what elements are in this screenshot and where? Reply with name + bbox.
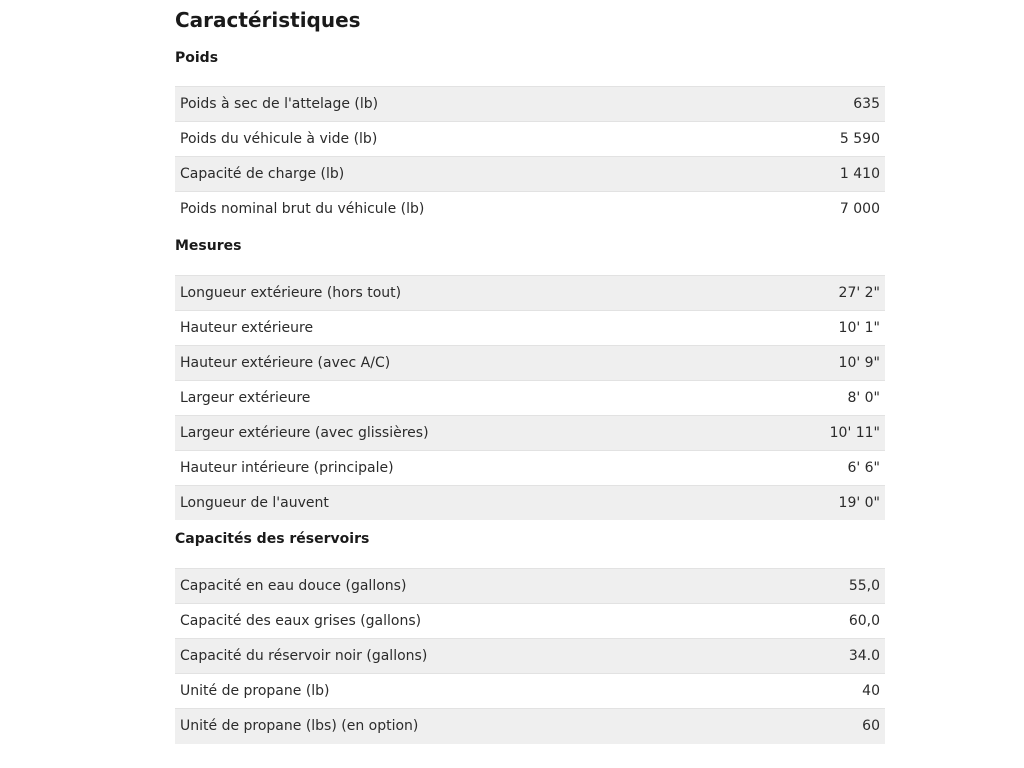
table-row [175,345,885,380]
table-row [175,604,885,639]
row-value: 1 410 [768,157,885,192]
row-value: 55,0 [787,569,885,604]
row-value: 60,0 [787,604,885,639]
row-label: Hauteur intérieure (principale) [175,450,751,485]
table-row [175,709,885,744]
table-row [175,450,885,485]
table-row [175,310,885,345]
row-label: Capacité en eau douce (gallons) [175,569,787,604]
table-reservoirs [175,568,885,744]
table-mesures [175,275,885,521]
row-value: 40 [787,674,885,709]
section-title-reservoirs: Capacités des réservoirs [175,531,370,547]
row-label: Poids nominal brut du véhicule (lb) [175,192,768,227]
row-value: 6' 6" [751,450,885,485]
row-label: Capacité de charge (lb) [175,157,768,192]
row-value: 10' 1" [751,310,885,345]
table-row [175,569,885,604]
specifications-container [175,6,885,744]
table-row [175,122,885,157]
table-row [175,192,885,227]
row-value: 60 [787,709,885,744]
row-label: Largeur extérieure [175,380,751,415]
table-row [175,485,885,520]
row-label: Capacité des eaux grises (gallons) [175,604,787,639]
table-row [175,157,885,192]
table-row [175,415,885,450]
table-row [175,87,885,122]
row-value: 27' 2" [751,275,885,310]
row-value: 19' 0" [751,485,885,520]
row-label: Poids du véhicule à vide (lb) [175,122,768,157]
row-label: Unité de propane (lbs) (en option) [175,709,787,744]
table-row [175,639,885,674]
row-label: Hauteur extérieure [175,310,751,345]
row-value: 7 000 [768,192,885,227]
row-label: Unité de propane (lb) [175,674,787,709]
table-row [175,380,885,415]
row-value: 10' 11" [751,415,885,450]
row-value: 5 590 [768,122,885,157]
row-value: 10' 9" [751,345,885,380]
table-row [175,275,885,310]
row-label: Capacité du réservoir noir (gallons) [175,639,787,674]
row-label: Hauteur extérieure (avec A/C) [175,345,751,380]
row-value: 635 [768,87,885,122]
row-value: 34.0 [787,639,885,674]
row-label: Largeur extérieure (avec glissières) [175,415,751,450]
row-label: Longueur extérieure (hors tout) [175,275,751,310]
table-row [175,674,885,709]
table-poids [175,86,885,227]
section-title-mesures: Mesures [175,237,242,254]
row-value: 8' 0" [751,380,885,415]
section-title-poids: Poids [175,50,219,66]
page-title: Caractéristiques [175,8,361,32]
row-label: Longueur de l'auvent [175,485,751,520]
row-label: Poids à sec de l'attelage (lb) [175,87,768,122]
